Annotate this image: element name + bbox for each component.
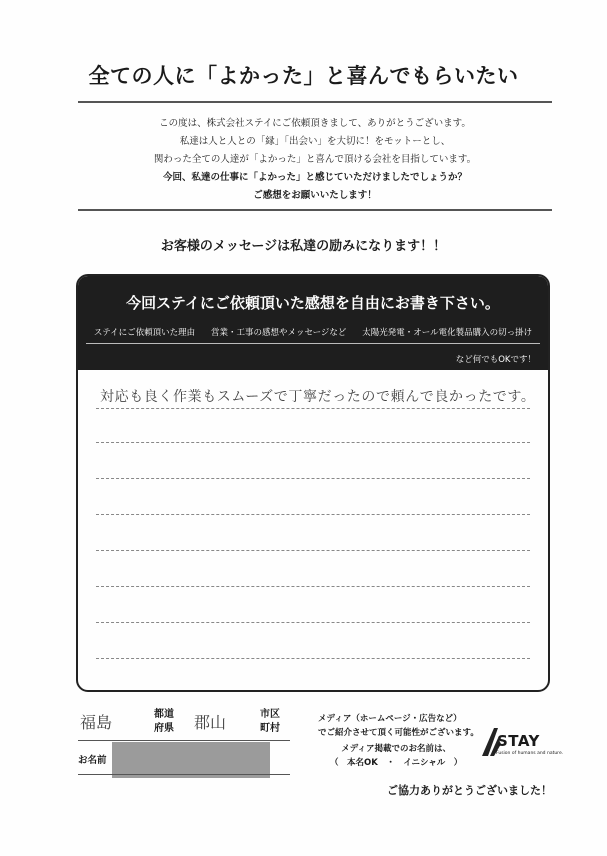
- writing-line: [96, 586, 530, 587]
- kuchoson-label: [260, 708, 280, 736]
- media-notice: [318, 712, 479, 740]
- name-label: お名前: [78, 755, 107, 766]
- intro-line-3: 関わった全ての人達が「よかった」と喜んで頂ける会社を目指しています。: [153, 154, 477, 165]
- logo-tagline: Fusion of humans and nature.: [496, 751, 564, 756]
- media-name-option: [330, 742, 462, 770]
- address-underline: [78, 740, 290, 741]
- kuchoson-line-2: 町村: [260, 723, 280, 734]
- headline-rule: [78, 101, 552, 103]
- form-topic: 太陽光発電・オール電化製品購入の切っ掛け: [362, 328, 533, 338]
- handwritten-message[interactable]: 対応も良く作業もスムーズで丁寧だったので頼んで良かったです。: [100, 389, 536, 405]
- sub-headline: お客様のメッセージは私達の励みになります！！: [160, 239, 447, 254]
- intro-line-2: 私達は人と人との「縁」「出会い」を大切に！をモットーとし、: [179, 136, 451, 147]
- intro-text: [78, 115, 552, 205]
- writing-line: [96, 550, 530, 551]
- writing-line: [96, 658, 530, 659]
- media-line-1: メディア（ホームページ・広告など）: [318, 714, 462, 724]
- media-line-2: でご紹介させて頂く可能性がございます。: [318, 728, 479, 738]
- writing-line: [96, 622, 530, 623]
- todofuken-label: [154, 708, 174, 736]
- form-topic: 営業・工事の感想やメッセージなど: [210, 328, 347, 338]
- intro-rule: [78, 209, 552, 211]
- media-line-4[interactable]: （ 本名OK ・ イニシャル ）: [330, 758, 463, 768]
- writing-line: [96, 478, 530, 479]
- form-topic: ステイにご依頼頂いた理由: [93, 328, 196, 338]
- thanks-message: ご協力ありがとうございました！: [387, 784, 552, 797]
- todofuken-line-1: 都道: [154, 709, 174, 720]
- form-header-divider: [86, 343, 540, 344]
- intro-request: ご感想をお願いいたします！: [253, 190, 377, 201]
- prefecture-value: 福島: [80, 713, 113, 732]
- city-value: 郡山: [194, 713, 227, 732]
- intro-question: 今回、私達の仕事に「よかった」と感じていただけましたでしょうか？: [162, 172, 467, 183]
- writing-line: [96, 514, 530, 515]
- todofuken-line-2: 府県: [154, 723, 174, 734]
- writing-line: [96, 408, 530, 409]
- address-field[interactable]: [78, 708, 298, 738]
- media-line-3: メディア掲載でのお名前は、: [341, 744, 452, 754]
- form-note: など何でもOKです！: [455, 355, 536, 365]
- form-title: 今回ステイにご依頼頂いた感想を自由にお書き下さい。: [126, 294, 500, 312]
- feedback-form-box: [76, 274, 550, 692]
- kuchoson-line-1: 市区: [260, 709, 280, 720]
- form-topics: [78, 326, 548, 338]
- writing-line: [96, 442, 530, 443]
- intro-line-1: この度は、株式会社ステイにご依頼頂きまして、ありがとうございます。: [159, 118, 471, 129]
- name-redaction: [112, 742, 270, 778]
- logo-name: STAY: [497, 732, 540, 750]
- name-underline: [78, 774, 290, 775]
- page-headline: 全ての人に「よかった」と喜んでもらいたい: [88, 64, 519, 88]
- form-header: [78, 276, 548, 370]
